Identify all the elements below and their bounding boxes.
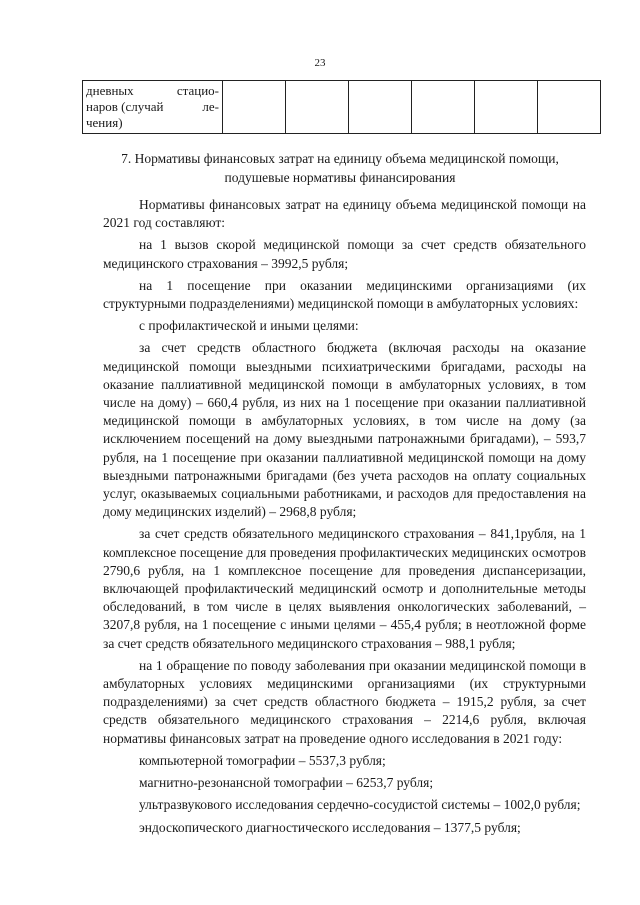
table-row (83, 81, 601, 134)
paragraph: с профилактической и иными целями: (139, 318, 359, 334)
paragraph: на 1 посещение при оказании медицинскими организациями (их структурными подразделениями) медицинской помощи в амбулаторных условиях: (103, 277, 586, 312)
cell-text: чения) (86, 115, 123, 130)
paragraph: эндоскопического диагностического исследования – 1377,5 рубля; (139, 819, 521, 835)
cell-text: ле- (202, 99, 219, 114)
heading-line: 7. Нормативы финансовых затрат на единицу объема медицинской помощи, (121, 151, 559, 166)
table-cell-empty (349, 81, 412, 134)
table-cell-label (83, 81, 223, 134)
table-cell-empty (412, 81, 475, 134)
table-cell-empty (223, 81, 286, 134)
paragraph: на 1 обращение по поводу заболевания при оказании медицинской помощи в амбулаторных условиях медицинскими организациями (их структурными подразделениями) за счет средств областного бюджета – 1915,2 рубля, за счет средств обязательного медицинского страхования – 2214,6 рубля, включая нормативы финансовых затрат на проведение одного исследования в 2021 году: (103, 657, 586, 746)
paragraph: на 1 вызов скорой медицинской помощи за счет средств обязательного медицинского страхования – 3992,5 рубля; (103, 237, 586, 271)
section-heading (100, 149, 580, 187)
table-cell-empty (286, 81, 349, 134)
paragraph: за счет средств областного бюджета (включая расходы на оказание медицинской помощи выездными психиатрическими бригадами, расходы на оказание паллиативной медицинской помощи в амбулаторных условиях, в том числе на дому) – 660,4 рубля, из них на 1 посещение при оказании паллиативной медицинской помощи в амбулаторных условиях, в том числе на дому (за исключением посещений на дому выездными патронажными бригадами), – 593,7 рубля, на 1 посещение при оказании паллиативной медицинской помощи на дому выездными патронажными бригадами (без учета расходов на оплату социальных услуг, оказываемых социальными работниками, и расходов для предоставления на дому медицинских изделий) – 2968,8 рубля; (103, 340, 586, 520)
cell-text: дневных (86, 83, 134, 98)
heading-line: подушевые нормативы финансирования (224, 170, 456, 185)
cell-text: наров (случай (86, 99, 164, 114)
table-cell-empty (475, 81, 538, 134)
paragraph: за счет средств обязательного медицинского страхования – 841,1рубля, на 1 комплексное посещение для проведения профилактических медицинских осмотров 2790,6 рубля, на 1 комплексное посещение для проведения диспансеризации, включающей профилактический медицинский осмотр и дополнительные методы обследований, в том числе в целях выявления онкологических заболеваний, – 3207,8 рубля, на 1 посещение с иными целями – 455,4 рубля; в неотложной форме за счет средств обязательного медицинского страхования – 988,1 рубля; (103, 526, 586, 651)
cell-line (86, 115, 219, 131)
paragraph: компьютерной томографии – 5537,3 рубля; (139, 752, 386, 768)
paragraph: магнитно-резонансной томографии – 6253,7 рубля; (139, 775, 434, 791)
cell-line (86, 99, 219, 115)
cell-text: стацио- (176, 83, 219, 98)
table-cell-empty (538, 81, 601, 134)
table-fragment (82, 80, 601, 134)
document-body (103, 196, 586, 841)
paragraph: Нормативы финансовых затрат на единицу объема медицинской помощи на 2021 год составляют: (103, 197, 586, 231)
paragraph: ультразвукового исследования сердечно-сосудистой системы – 1002,0 рубля; (139, 797, 581, 813)
page-number: 23 (314, 57, 326, 69)
cell-line (86, 83, 219, 99)
